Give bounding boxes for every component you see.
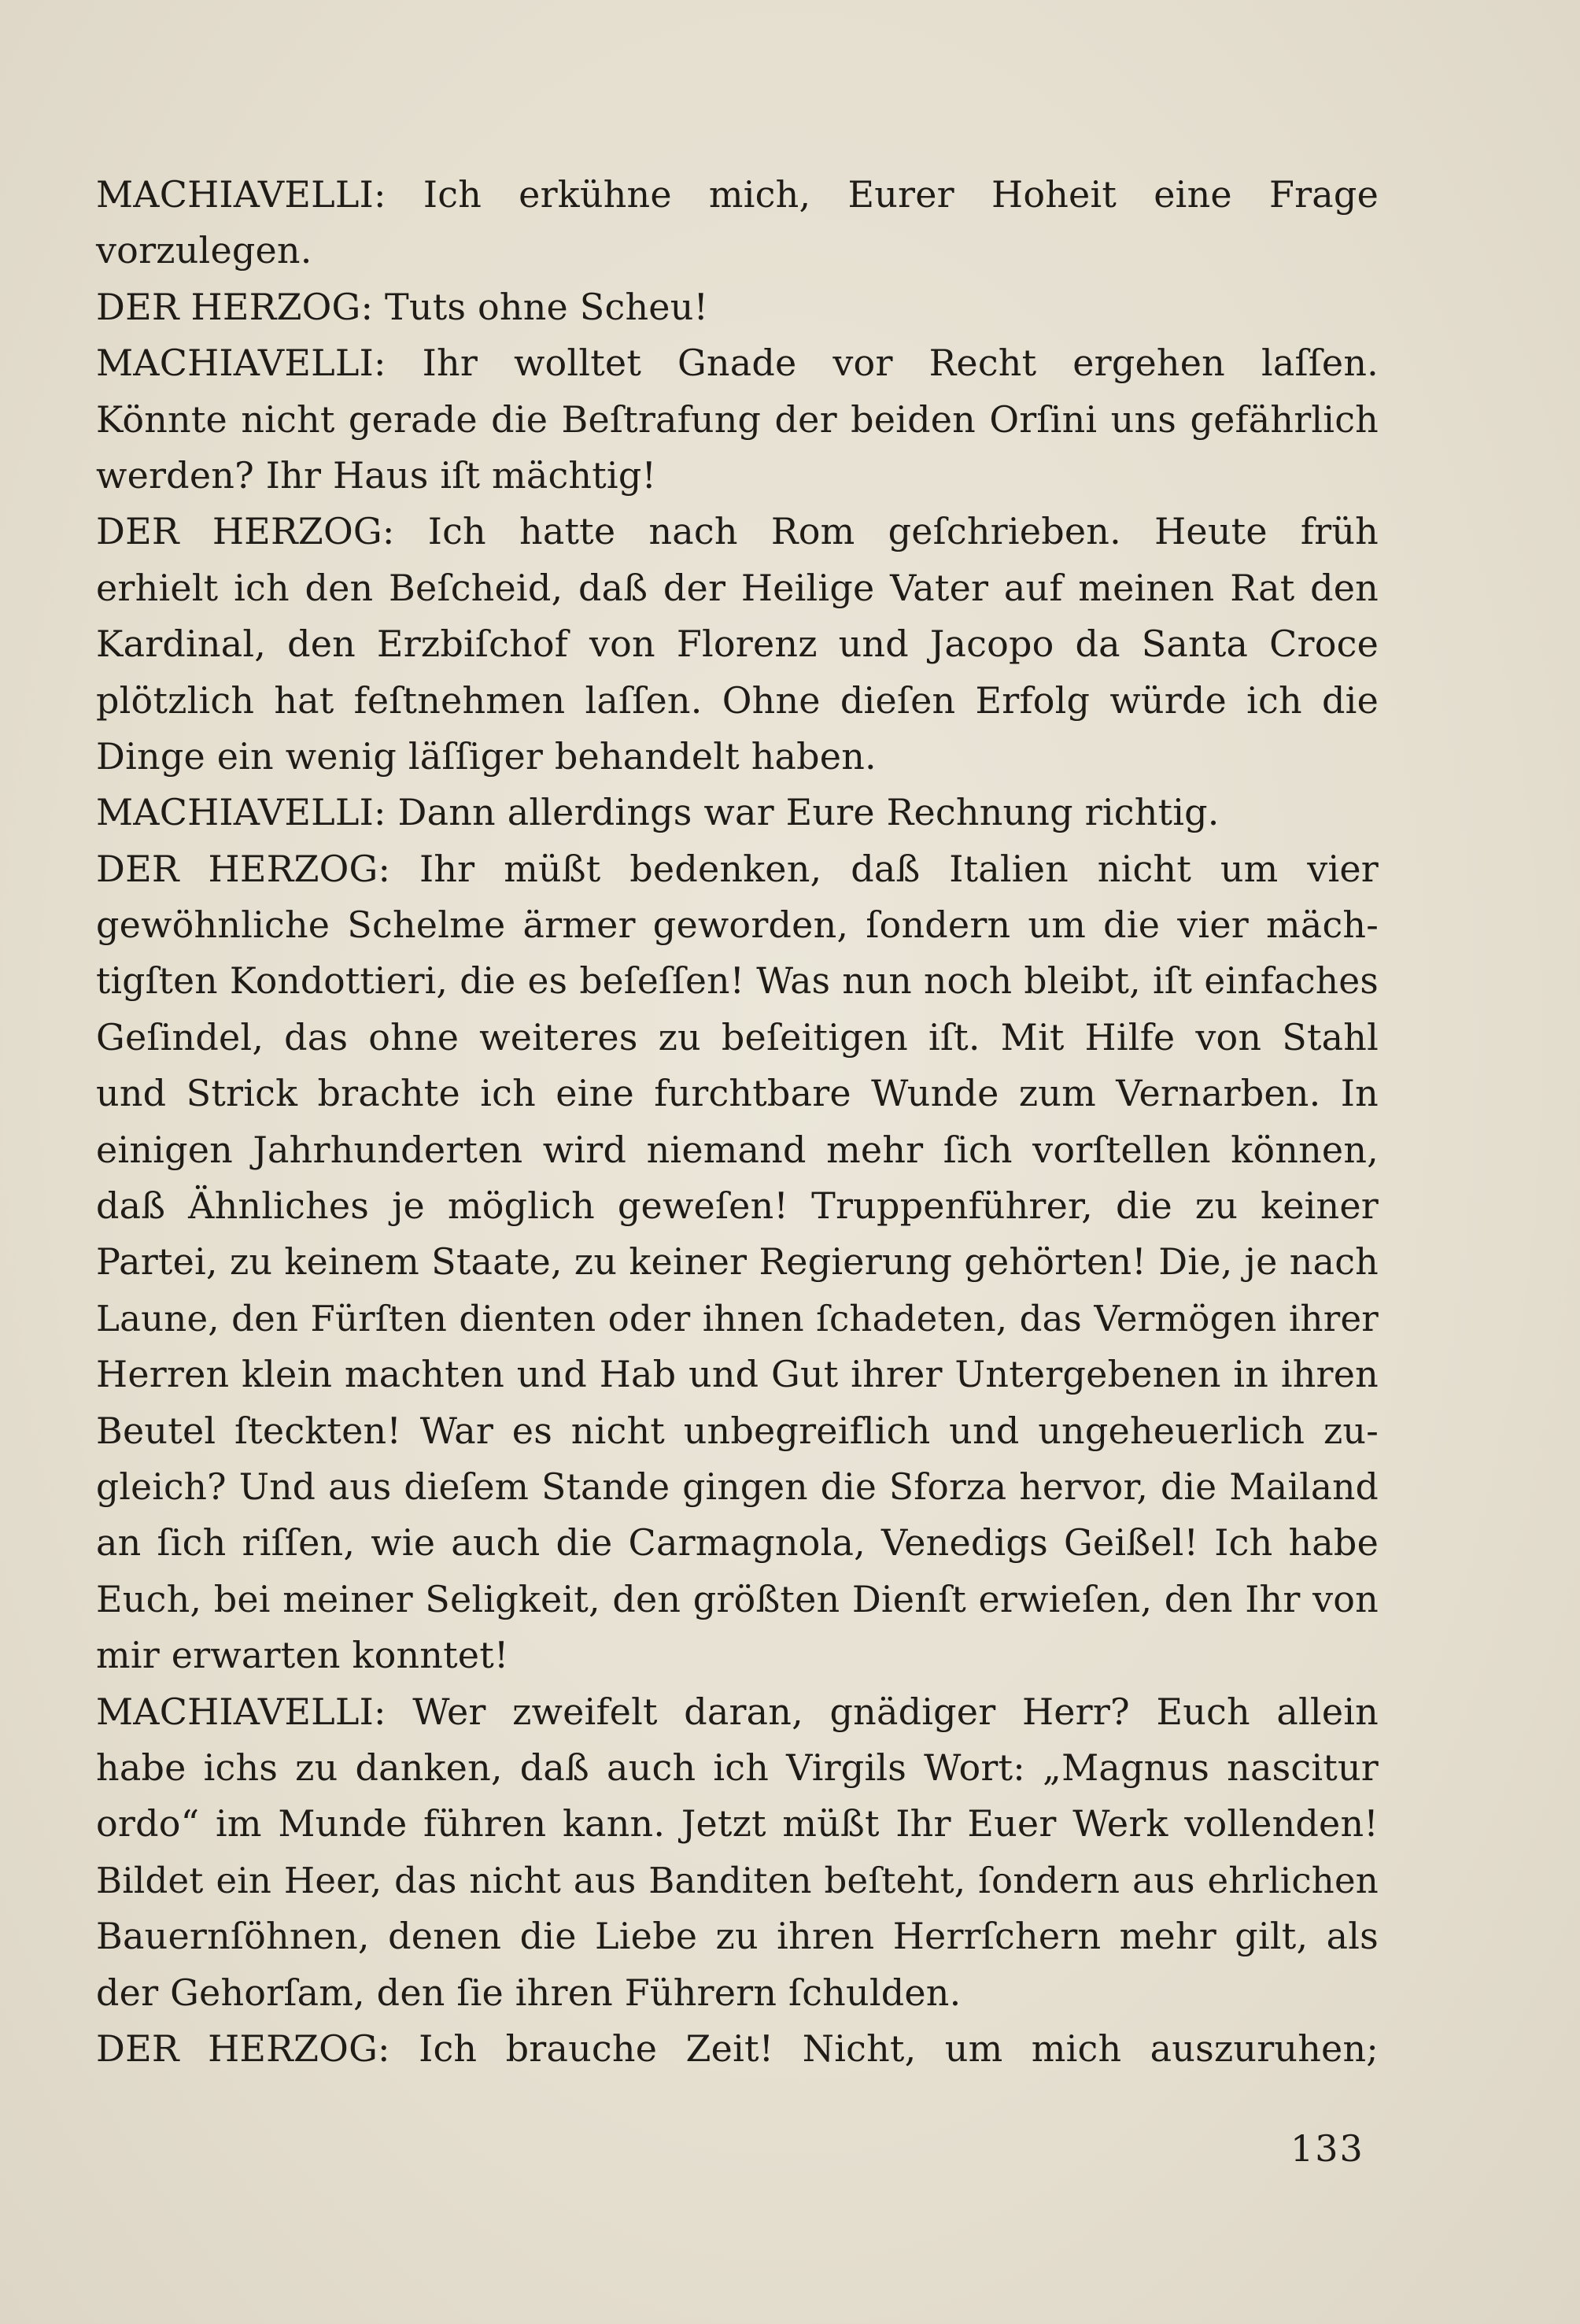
text-line: Kardinal, den Erzbiſchof von Florenz und Jacopo da Santa Croce (96, 623, 1379, 666)
text-line: Könnte nicht gerade die Beſtrafung der beiden Orſini uns gefährlich (96, 397, 1379, 441)
text-line: der Gehorſam, den ſie ihren Führern ſchulden. (96, 1971, 962, 2014)
text-line: gewöhnliche Schelme ärmer geworden, ſondern um die vier mäch- (96, 903, 1379, 947)
text-line: an ſich riſſen, wie auch die Carmagnola, Venedigs Geißel! Ich habe (96, 1521, 1379, 1565)
text-line: Laune, den Fürſten dienten oder ihnen ſchadeten, das Vermögen ihrer (96, 1297, 1379, 1339)
text-line: Bauernſöhnen, denen die Liebe zu ihren Herrſchern mehr gilt, als (96, 1915, 1379, 1958)
text-line: Bildet ein Heer, das nicht aus Banditen beſteht, ſondern aus ehrlichen (96, 1859, 1379, 1901)
text-line: mir erwarten konntet! (96, 1634, 509, 1677)
body-text (96, 167, 1379, 2077)
text-line: DER HERZOG: Tuts ohne Scheu! (96, 285, 709, 328)
text-line: erhielt ich den Beſcheid, daß der Heilige Vater auf meinen Rat den (96, 566, 1379, 609)
text-line: MACHIAVELLI: Ihr wolltet Gnade vor Recht ergehen laſſen. (96, 342, 1379, 385)
text-line: vorzulegen. (96, 229, 312, 272)
text-line: Beutel ſteckten! War es nicht unbegreiflich und ungeheuerlich zu- (96, 1409, 1379, 1452)
page-number: 133 (1290, 2127, 1364, 2170)
text-line: Dinge ein wenig läſſiger behandelt haben. (96, 734, 877, 778)
text-line: Euch, bei meiner Seligkeit, den größten Dienſt erwieſen, den Ihr von (96, 1577, 1379, 1620)
text-line: DER HERZOG: Ich hatte nach Rom geſchrieben. Heute früh (96, 510, 1379, 553)
text-line: werden? Ihr Haus iſt mächtig! (96, 453, 657, 497)
text-line: MACHIAVELLI: Wer zweifelt daran, gnädiger Herr? Euch allein (96, 1690, 1379, 1733)
text-line: DER HERZOG: Ich brauche Zeit! Nicht, um mich auszuruhen; (96, 2027, 1379, 2070)
text-line: plötzlich hat feſtnehmen laſſen. Ohne dieſen Erfolg würde ich die (96, 678, 1379, 722)
text-line: Geſindel, das ohne weiteres zu beſeitigen iſt. Mit Hilfe von Stahl (96, 1015, 1379, 1059)
text-line: MACHIAVELLI: Dann allerdings war Eure Rechnung richtig. (96, 791, 1220, 834)
text-line: Herren klein machten und Hab und Gut ihrer Untergebenen in ihren (96, 1353, 1379, 1396)
text-line: gleich? Und aus dieſem Stande gingen die Sforza hervor, die Mailand (96, 1465, 1379, 1508)
text-line: habe ichs zu danken, daß auch ich Virgils Wort: „Magnus nascitur (96, 1746, 1379, 1789)
text-line: ordo“ im Munde führen kann. Jetzt müßt Ihr Euer Werk vollenden! (96, 1802, 1379, 1846)
text-line: DER HERZOG: Ihr müßt bedenken, daß Italien nicht um vier (96, 847, 1379, 890)
text-line: MACHIAVELLI: Ich erkühne mich, Eurer Hoheit eine Frage (96, 173, 1379, 216)
text-line: Partei, zu keinem Staate, zu keiner Regierung gehörten! Die, je nach (96, 1240, 1379, 1284)
text-line: und Strick brachte ich eine furchtbare Wunde zum Vernarben. In (96, 1072, 1379, 1115)
text-line: einigen Jahrhunderten wird niemand mehr ſich vorſtellen können, (96, 1128, 1379, 1171)
text-line: tigſten Kondottieri, die es beſeſſen! Was nun noch bleibt, iſt einfaches (96, 960, 1379, 1003)
text-line: daß Ähnliches je möglich geweſen! Truppenführer, die zu keiner (96, 1184, 1379, 1228)
